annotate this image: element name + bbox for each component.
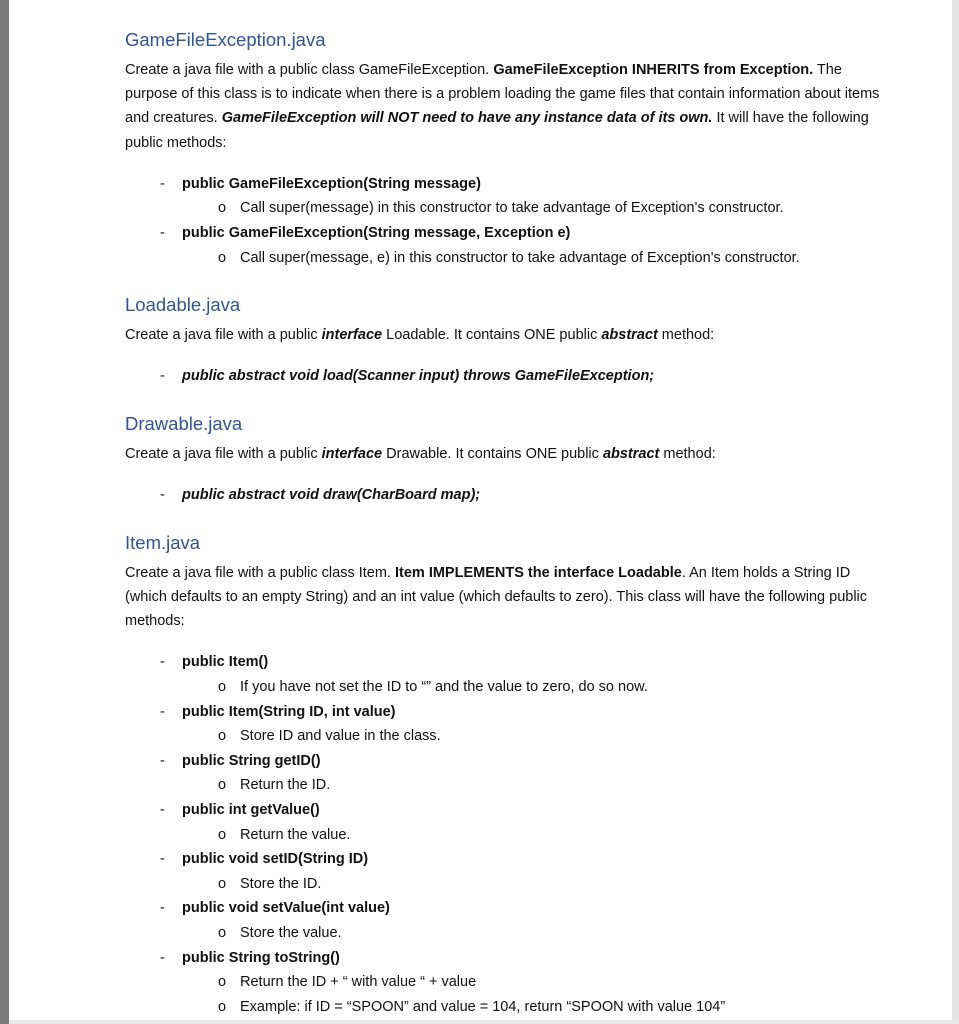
list-spacer — [125, 347, 885, 364]
section-title: GameFileException.java — [125, 29, 326, 50]
method-item — [125, 221, 885, 246]
method-signature: public abstract void draw(CharBoard map); — [182, 487, 481, 504]
method-item — [125, 896, 885, 921]
section-title: Item.java — [125, 531, 201, 553]
circle-bullet-icon: o — [218, 777, 227, 794]
method-signature: public String toString() — [182, 949, 340, 966]
section-spacer — [125, 389, 885, 412]
method-signature: public Item(String ID, int value) — [182, 703, 396, 720]
document-content — [125, 28, 885, 1019]
section-description — [125, 442, 885, 466]
method-note — [125, 872, 885, 897]
method-note — [125, 995, 885, 1020]
right-edge-bar — [952, 0, 959, 1024]
method-signature: public int getValue() — [182, 801, 320, 818]
circle-bullet-icon: o — [218, 826, 227, 843]
method-note — [125, 970, 885, 995]
bottom-edge-bar — [9, 1020, 959, 1024]
section-2 — [125, 412, 885, 508]
section-spacer — [125, 508, 885, 531]
description-run: interface — [321, 327, 383, 344]
method-signature: public Item() — [182, 654, 269, 671]
method-signature: public String getID() — [182, 752, 321, 769]
method-list — [125, 172, 885, 270]
method-signature: public void setID(String ID) — [182, 851, 369, 868]
method-signature: public abstract void load(Scanner input) throws GameFileException; — [182, 368, 655, 385]
method-item — [125, 749, 885, 774]
method-note — [125, 773, 885, 798]
left-edge-bar — [0, 0, 9, 1024]
method-item — [125, 946, 885, 971]
description-run: . An Item holds a String ID (which defaults to an empty String) and an int value (which defaults to zero). This class will have the following public methods: — [125, 564, 868, 630]
circle-bullet-icon: o — [218, 200, 227, 217]
section-1 — [125, 293, 885, 389]
method-note-text: Return the ID + “ with value “ + value — [240, 974, 477, 991]
description-run: method: — [659, 445, 716, 462]
method-item — [125, 650, 885, 675]
description-run: The purpose of this class is to indicate when there is a problem loading the game files that contain information about items and creatures. — [125, 62, 880, 127]
description-run: It will have the following public methods: — [125, 110, 869, 151]
section-description — [125, 561, 885, 634]
description-run: GameFileException INHERITS from Exception. — [493, 62, 814, 78]
description-run: Drawable. It contains ONE public — [382, 445, 603, 462]
section-0 — [125, 28, 885, 270]
description-run: Create a java file with a public — [125, 445, 322, 462]
method-signature: public GameFileException(String message, Exception e) — [182, 225, 571, 241]
section-description — [125, 58, 885, 155]
description-run: Item IMPLEMENTS the interface Loadable — [394, 564, 682, 581]
circle-bullet-icon: o — [218, 998, 227, 1015]
method-note-text: Call super(message) in this constructor to take advantage of Exception's constructor. — [240, 200, 784, 217]
method-note-text: Store ID and value in the class. — [240, 728, 441, 745]
method-list — [125, 483, 885, 508]
description-run: interface — [321, 445, 383, 462]
method-signature: public GameFileException(String message) — [182, 175, 481, 192]
description-run: method: — [657, 327, 715, 344]
circle-bullet-icon: o — [218, 728, 227, 745]
circle-bullet-icon: o — [218, 678, 227, 695]
document-page — [9, 0, 952, 1020]
description-run: Create a java file with a public class Item. — [125, 564, 395, 581]
description-run: Loadable. It contains ONE public — [382, 327, 602, 344]
method-item — [125, 172, 885, 197]
method-note-text: If you have not set the ID to “” and the value to zero, do so now. — [240, 678, 648, 695]
section-title: Loadable.java — [125, 294, 241, 316]
section-title: Drawable.java — [125, 412, 243, 434]
method-note — [125, 196, 885, 221]
method-note-text: Store the value. — [240, 924, 342, 941]
description-run: Create a java file with a public class GameFileException. — [125, 62, 494, 78]
method-note — [125, 675, 885, 700]
list-spacer — [125, 466, 885, 483]
description-run: abstract — [601, 327, 658, 344]
description-run: GameFileException will NOT need to have any instance data of its own. — [221, 110, 713, 127]
circle-bullet-icon: o — [218, 974, 227, 991]
circle-bullet-icon: o — [218, 875, 227, 892]
method-note — [125, 921, 885, 946]
description-run: abstract — [602, 445, 660, 462]
method-note — [125, 823, 885, 848]
list-spacer — [125, 633, 885, 650]
method-note-text: Store the ID. — [240, 875, 322, 892]
method-note-text: Example: if ID = “SPOON” and value = 104, return “SPOON with value 104” — [240, 998, 726, 1015]
method-item — [125, 483, 885, 508]
section-3 — [125, 531, 885, 1020]
method-signature: public void setValue(int value) — [182, 900, 390, 917]
section-spacer — [125, 270, 885, 293]
method-list — [125, 650, 885, 1019]
method-item — [125, 700, 885, 725]
method-note-text: Call super(message, e) in this constructor to take advantage of Exception's constructor. — [240, 249, 800, 266]
method-note-text: Return the ID. — [240, 777, 331, 794]
list-spacer — [125, 155, 885, 172]
circle-bullet-icon: o — [218, 249, 227, 266]
method-list — [125, 364, 885, 389]
circle-bullet-icon: o — [218, 924, 227, 941]
section-description — [125, 323, 885, 347]
method-note — [125, 724, 885, 749]
method-item — [125, 798, 885, 823]
description-run: Create a java file with a public — [125, 327, 322, 344]
method-note — [125, 246, 885, 271]
method-note-text: Return the value. — [240, 826, 351, 843]
method-item — [125, 847, 885, 872]
method-item — [125, 364, 885, 389]
